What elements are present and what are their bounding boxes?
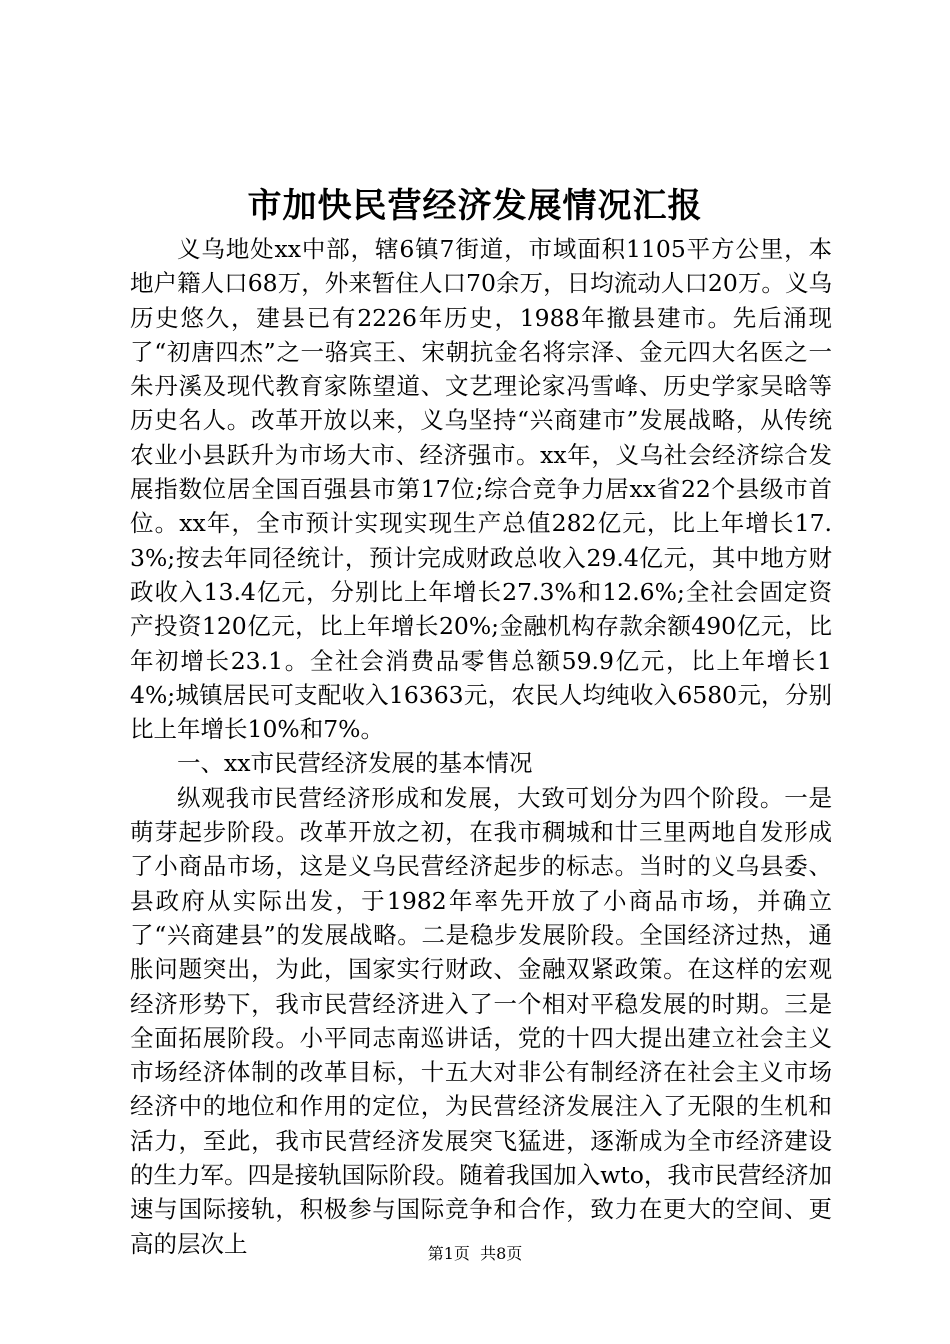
page-number: 第1页 [427, 1244, 470, 1263]
document-title: 市加快民营经济发展情况汇报 [247, 186, 703, 226]
intro-paragraph: 义乌地处xx中部，辖6镇7街道，市域面积1105平方公里，本地户籍人口68万，外来暂住人口70余万，日均流动人口20万。义乌历史悠久，建县已有2226年历史，1988年撤县建市。先后涌现了“初唐四杰”之一骆宾王、宋朝抗金名将宗泽、金元四大名医之一朱丹溪及现代教育家陈望道、文艺理论家冯雪峰、历史学家吴晗等历史名人。改革开放以来，义乌坚持“兴商建市”发展战略，从传统农业小县跃升为市场大市、经济强市。xx年，义乌社会经济综合发展指数位居全国百强县市第17位;综合竞争力居xx省22个县级市首位。xx年，全市预计实现实现生产总值282亿元，比上年增长17.3%;按去年同径统计，预计完成财政总收入29.4亿元，其中地方财政收入13.4亿元，分别比上年增长27.3%和12.6%;全社会固定资产投资120亿元，比上年增长20%;金融机构存款余额490亿元，比年初增长23.1。全社会消费品零售总额59.9亿元，比上年增长14%;城镇居民可支配收入16363元，农民人均纯收入6580元，分别比上年增长10%和7%。 [130, 235, 832, 744]
page-footer [0, 1243, 950, 1265]
stages-paragraph: 纵观我市民营经济形成和发展，大致可划分为四个阶段。一是萌芽起步阶段。改革开放之初，在我市稠城和廿三里两地自发形成了小商品市场，这是义乌民营经济起步的标志。当时的义乌县委、县政府从实际出发，于1982年率先开放了小商品市场，并确立了“兴商建县”的发展战略。二是稳步发展阶段。全国经济过热，通胀问题突出，为此，国家实行财政、金融双紧政策。在这样的宏观经济形势下，我市民营经济进入了一个相对平稳发展的时期。三是全面拓展阶段。小平同志南巡讲话，党的十四大提出建立社会主义市场经济体制的改革目标，十五大对非公有制经济在社会主义市场经济中的地位和作用的定位，为民营经济发展注入了无限的生机和活力，至此，我市民营经济发展突飞猛进，逐渐成为全市经济建设的生力军。四是接轨国际阶段。随着我国加入wto，我市民营经济加速与国际接轨，积极参与国际竞争和合作，致力在更大的空间、更高的层次上 [130, 783, 832, 1258]
document-body [130, 232, 832, 1261]
page-total: 共8页 [480, 1244, 523, 1263]
section-heading: 一、xx市民营经济发展的基本情况 [177, 749, 533, 778]
